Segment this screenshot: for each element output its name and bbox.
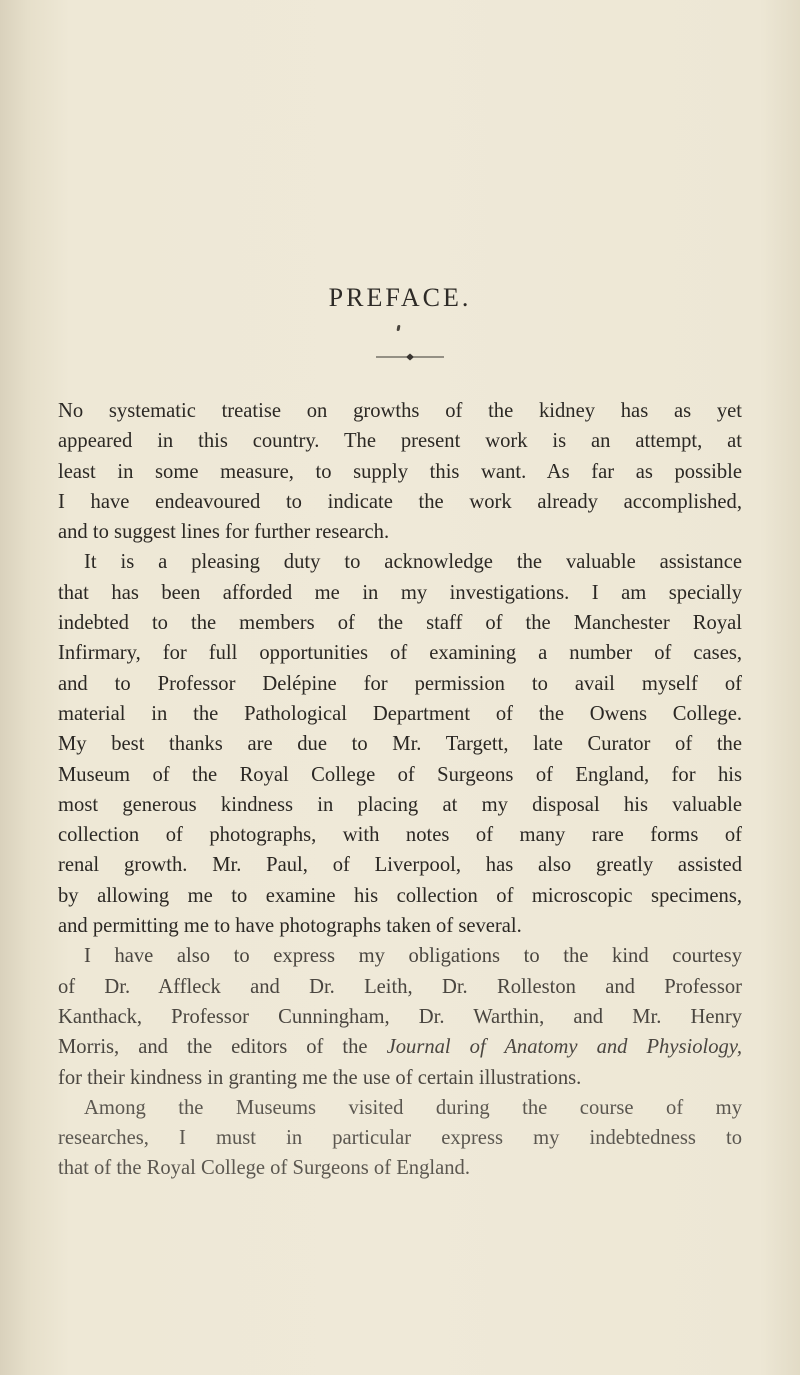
paragraph-1 — [58, 396, 742, 547]
text-line: No systematic treatise on growths of the kidney has as yet — [58, 400, 742, 422]
text-line: for their kindness in granting me the use of certain illustrations. — [58, 1066, 582, 1089]
text-line: Infirmary, for full opportunities of examining a number of cases, — [58, 642, 742, 665]
preface-body — [58, 396, 742, 1184]
text-line: indebted to the members of the staff of the Manchester Royal — [58, 612, 742, 635]
text-line: most generous kindness in placing at my disposal his valuable — [58, 793, 742, 816]
text-line: that of the Royal College of Surgeons of England. — [58, 1157, 470, 1180]
text-line: Kanthack, Professor Cunningham, Dr. Warthin, and Mr. Henry — [58, 1005, 742, 1028]
paragraph-2 — [58, 547, 742, 941]
text-line: appeared in this country. The present work is an attempt, at — [58, 430, 742, 453]
text-line: that has been afforded me in my investigations. I am specially — [58, 581, 742, 604]
text-line: collection of photographs, with notes of many rare forms of — [58, 824, 742, 847]
text-line: renal growth. Mr. Paul, of Liverpool, has also greatly assisted — [58, 854, 742, 877]
text-segment: Morris, and the editors of the — [58, 1036, 387, 1059]
text-line: and to Professor Delépine for permission to avail myself of — [58, 672, 742, 695]
text-line: I have endeavoured to indicate the work already accomplished, — [58, 490, 742, 513]
page-title: PREFACE. — [328, 283, 472, 312]
paragraph-3 — [58, 941, 742, 1092]
text-line: researches, I must in particular express my indebtedness to — [58, 1127, 742, 1150]
paragraph-4 — [58, 1093, 742, 1184]
text-line — [58, 1032, 742, 1062]
text-line: of Dr. Affleck and Dr. Leith, Dr. Rolleston and Professor — [58, 975, 742, 998]
text-line: material in the Pathological Department of the Owens College. — [58, 702, 742, 725]
text-line: Museum of the Royal College of Surgeons of England, for his — [58, 763, 742, 786]
text-line: Among the Museums visited during the course of my — [84, 1096, 742, 1119]
text-line: My best thanks are due to Mr. Targett, late Curator of the — [58, 733, 742, 756]
text-line: least in some measure, to supply this want. As far as possible — [58, 460, 742, 483]
text-line: It is a pleasing duty to acknowledge the valuable assistance — [84, 551, 742, 574]
diamond-divider-icon — [376, 352, 444, 362]
print-speck — [396, 325, 400, 331]
text-line: and permitting me to have photographs taken of several. — [58, 915, 522, 938]
text-line: I have also to express my obligations to the kind courtesy — [84, 945, 742, 968]
journal-title: Journal of Anatomy and Physiology, — [386, 1036, 742, 1059]
text-line: by allowing me to examine his collection of microscopic specimens, — [58, 884, 742, 907]
text-line: and to suggest lines for further research. — [58, 521, 390, 544]
